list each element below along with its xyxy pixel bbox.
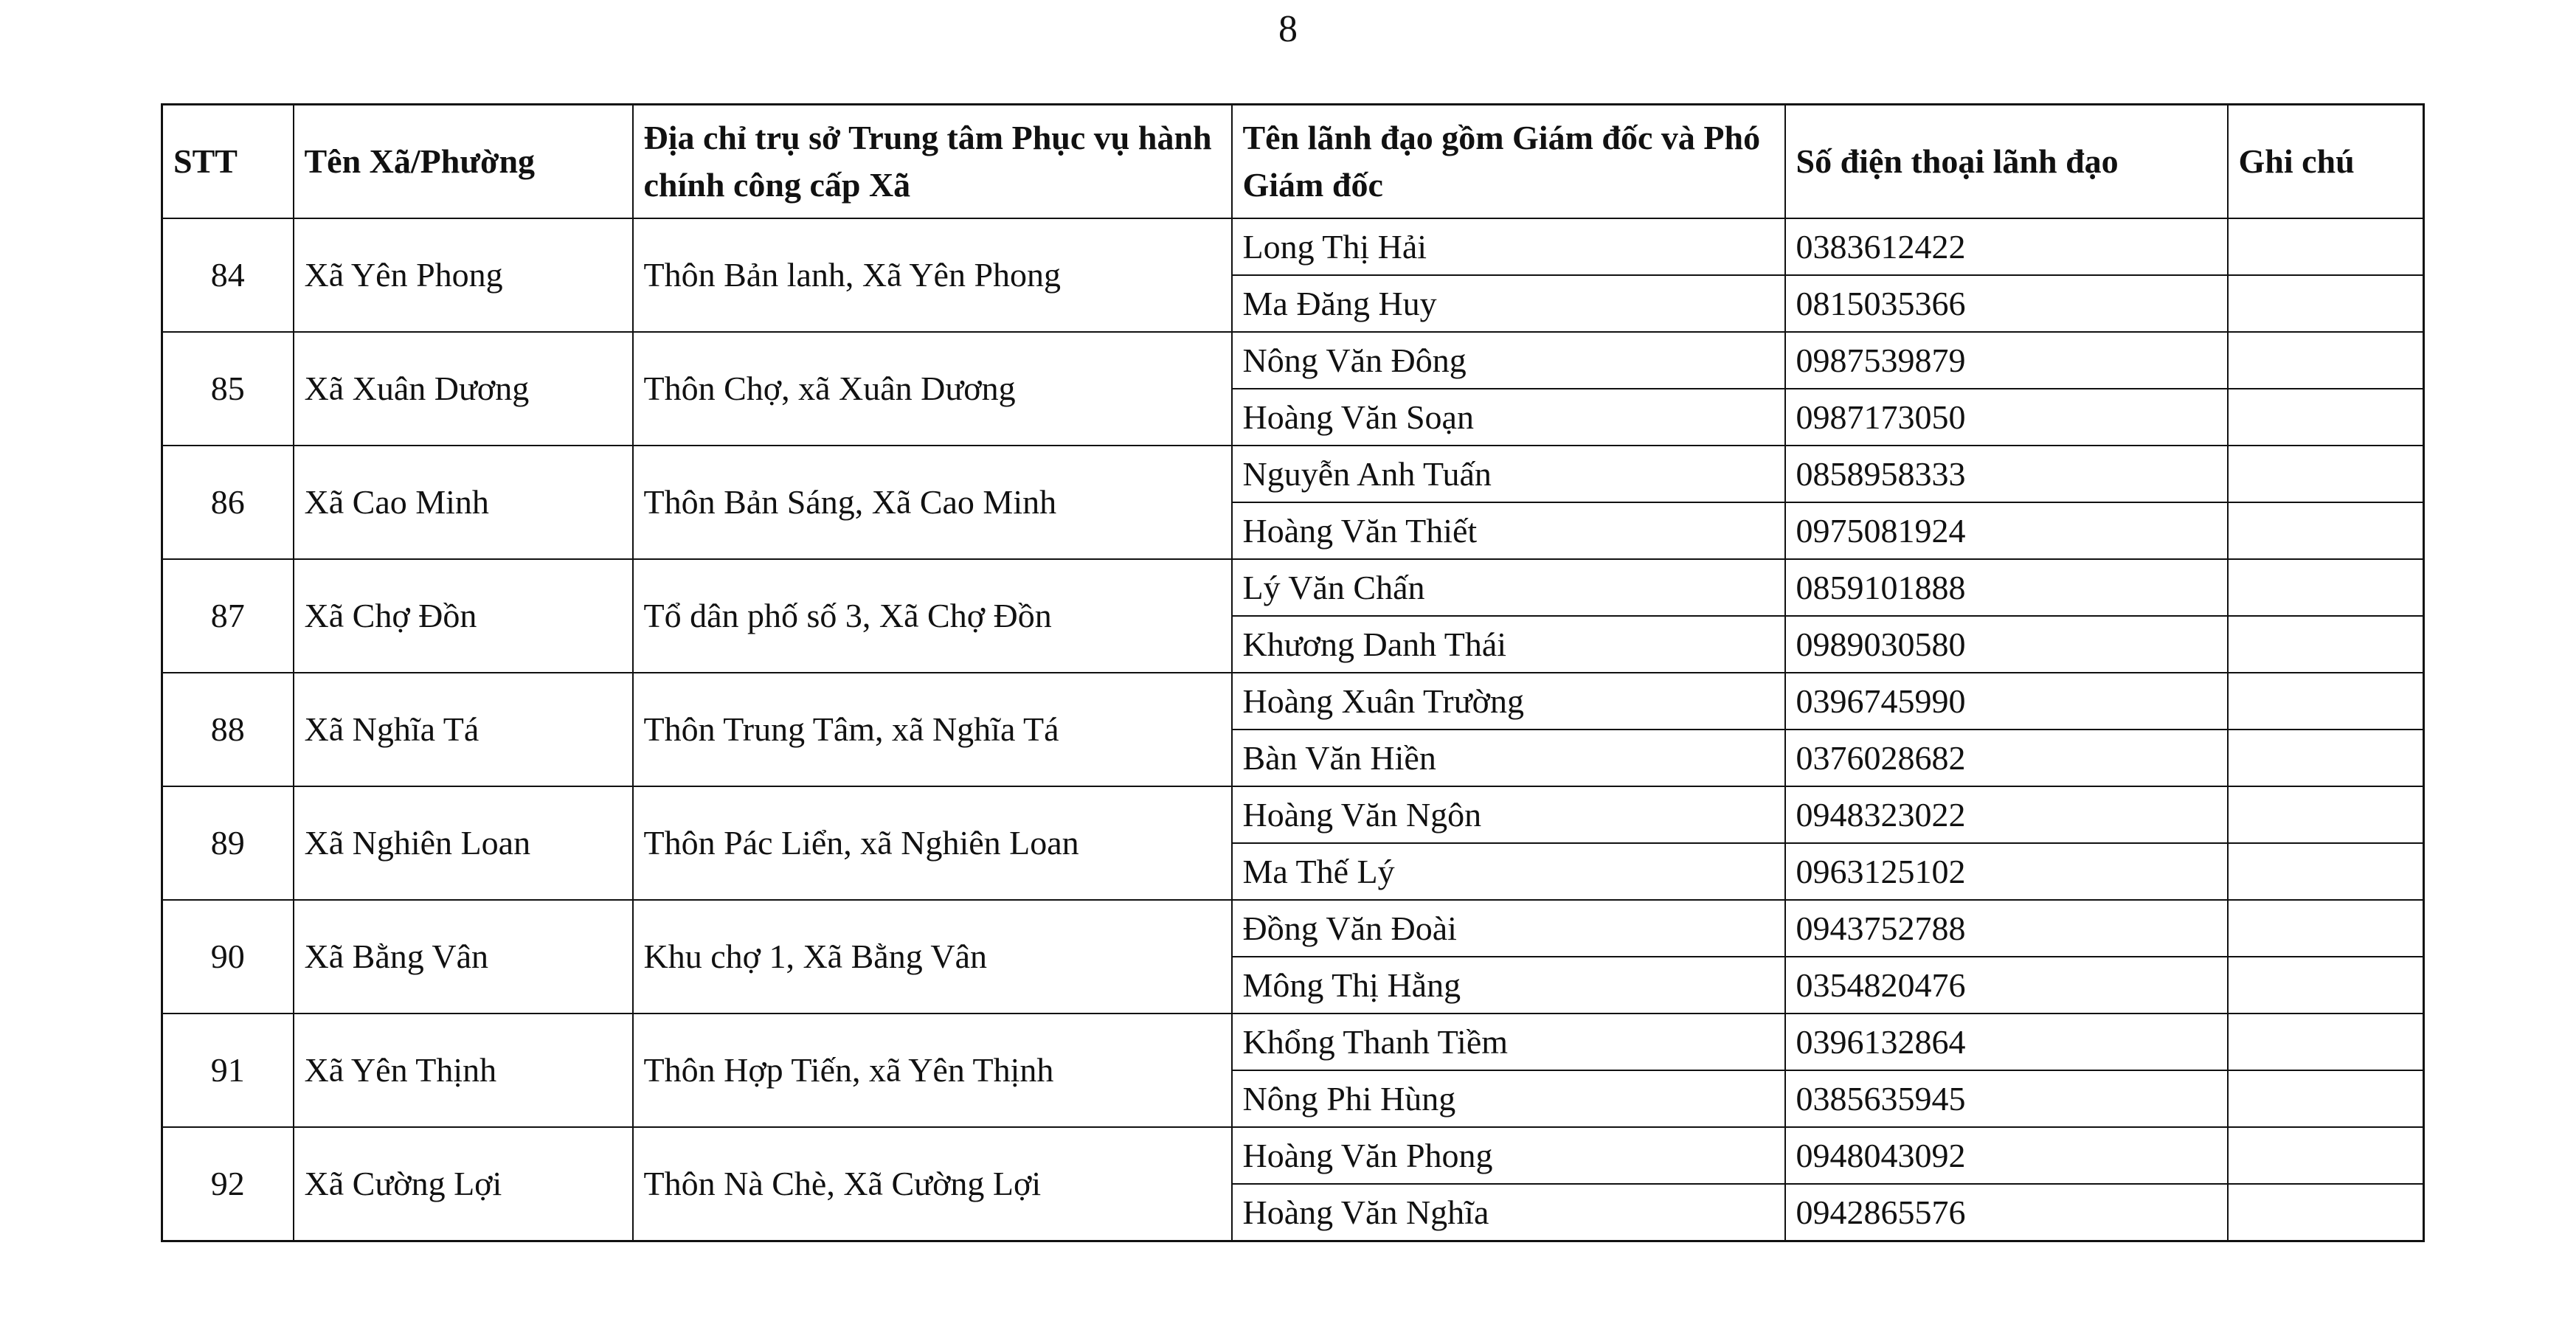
note-cell: [2228, 1127, 2424, 1184]
leader-name-cell: Ma Thế Lý: [1232, 843, 1785, 900]
commune-cell: Xã Yên Phong: [294, 218, 633, 332]
leaders-table: [161, 103, 2425, 1242]
leader-phone-cell: 0963125102: [1785, 843, 2228, 900]
leader-name-cell: Hoàng Văn Ngôn: [1232, 786, 1785, 843]
address-cell: Thôn Pác Liển, xã Nghiên Loan: [633, 786, 1232, 900]
stt-cell: 84: [162, 218, 294, 332]
note-cell: [2228, 389, 2424, 446]
header-address: Địa chỉ trụ sở Trung tâm Phục vụ hành chính công cấp Xã: [633, 105, 1232, 219]
table-row: [162, 1014, 2424, 1070]
leader-name-cell: Khương Danh Thái: [1232, 616, 1785, 673]
note-cell: [2228, 730, 2424, 786]
leader-name-cell: Bàn Văn Hiền: [1232, 730, 1785, 786]
leader-name-cell: Hoàng Văn Nghĩa: [1232, 1184, 1785, 1241]
note-cell: [2228, 843, 2424, 900]
leader-phone-cell: 0385635945: [1785, 1070, 2228, 1127]
stt-cell: 85: [162, 332, 294, 446]
leader-name-cell: Nông Văn Đông: [1232, 332, 1785, 389]
address-cell: Thôn Hợp Tiến, xã Yên Thịnh: [633, 1014, 1232, 1127]
leader-phone-cell: 0987539879: [1785, 332, 2228, 389]
leader-name-cell: Hoàng Văn Phong: [1232, 1127, 1785, 1184]
commune-cell: Xã Cường Lợi: [294, 1127, 633, 1241]
leader-name-cell: Nông Phi Hùng: [1232, 1070, 1785, 1127]
address-cell: Thôn Nà Chè, Xã Cường Lợi: [633, 1127, 1232, 1241]
header-note: Ghi chú: [2228, 105, 2424, 219]
leader-phone-cell: 0396132864: [1785, 1014, 2228, 1070]
leader-name-cell: Hoàng Xuân Trường: [1232, 673, 1785, 730]
header-leaders: Tên lãnh đạo gồm Giám đốc và Phó Giám đốc: [1232, 105, 1785, 219]
table-row: [162, 559, 2424, 616]
table-row: [162, 446, 2424, 502]
leader-name-cell: Nguyễn Anh Tuấn: [1232, 446, 1785, 502]
leader-phone-cell: 0815035366: [1785, 275, 2228, 332]
note-cell: [2228, 1070, 2424, 1127]
leader-phone-cell: 0354820476: [1785, 957, 2228, 1014]
stt-cell: 87: [162, 559, 294, 673]
note-cell: [2228, 446, 2424, 502]
leader-phone-cell: 0975081924: [1785, 502, 2228, 559]
table-row: [162, 786, 2424, 843]
leader-phone-cell: 0383612422: [1785, 218, 2228, 275]
leader-phone-cell: 0859101888: [1785, 559, 2228, 616]
leader-phone-cell: 0989030580: [1785, 616, 2228, 673]
leader-name-cell: Khổng Thanh Tiềm: [1232, 1014, 1785, 1070]
address-cell: Thôn Chợ, xã Xuân Dương: [633, 332, 1232, 446]
address-cell: Thôn Trung Tâm, xã Nghĩa Tá: [633, 673, 1232, 786]
address-cell: Tổ dân phố số 3, Xã Chợ Đồn: [633, 559, 1232, 673]
note-cell: [2228, 673, 2424, 730]
header-phone: Số điện thoại lãnh đạo: [1785, 105, 2228, 219]
commune-cell: Xã Nghiên Loan: [294, 786, 633, 900]
leader-name-cell: Hoàng Văn Thiết: [1232, 502, 1785, 559]
stt-cell: 91: [162, 1014, 294, 1127]
note-cell: [2228, 1014, 2424, 1070]
leader-name-cell: Đồng Văn Đoài: [1232, 900, 1785, 957]
note-cell: [2228, 218, 2424, 275]
header-commune: Tên Xã/Phường: [294, 105, 633, 219]
table-row: [162, 673, 2424, 730]
note-cell: [2228, 559, 2424, 616]
leader-name-cell: Lý Văn Chấn: [1232, 559, 1785, 616]
table-header-row: [162, 105, 2424, 219]
address-cell: Khu chợ 1, Xã Bằng Vân: [633, 900, 1232, 1014]
leader-phone-cell: 0376028682: [1785, 730, 2228, 786]
leader-phone-cell: 0948043092: [1785, 1127, 2228, 1184]
leader-phone-cell: 0987173050: [1785, 389, 2228, 446]
commune-cell: Xã Nghĩa Tá: [294, 673, 633, 786]
leader-name-cell: Hoàng Văn Soạn: [1232, 389, 1785, 446]
stt-cell: 92: [162, 1127, 294, 1241]
note-cell: [2228, 786, 2424, 843]
commune-cell: Xã Yên Thịnh: [294, 1014, 633, 1127]
stt-cell: 86: [162, 446, 294, 559]
commune-cell: Xã Bằng Vân: [294, 900, 633, 1014]
leader-phone-cell: 0396745990: [1785, 673, 2228, 730]
leader-phone-cell: 0948323022: [1785, 786, 2228, 843]
commune-cell: Xã Chợ Đồn: [294, 559, 633, 673]
leader-name-cell: Mông Thị Hằng: [1232, 957, 1785, 1014]
table-row: [162, 218, 2424, 275]
header-stt: STT: [162, 105, 294, 219]
leader-phone-cell: 0942865576: [1785, 1184, 2228, 1241]
note-cell: [2228, 502, 2424, 559]
stt-cell: 89: [162, 786, 294, 900]
table-row: [162, 332, 2424, 389]
leader-name-cell: Long Thị Hải: [1232, 218, 1785, 275]
address-cell: Thôn Bản lanh, Xã Yên Phong: [633, 218, 1232, 332]
table-row: [162, 1127, 2424, 1184]
note-cell: [2228, 957, 2424, 1014]
leader-name-cell: Ma Đăng Huy: [1232, 275, 1785, 332]
commune-cell: Xã Xuân Dương: [294, 332, 633, 446]
commune-cell: Xã Cao Minh: [294, 446, 633, 559]
note-cell: [2228, 332, 2424, 389]
page-number: 8: [1278, 8, 1298, 50]
note-cell: [2228, 616, 2424, 673]
stt-cell: 90: [162, 900, 294, 1014]
table-row: [162, 900, 2424, 957]
note-cell: [2228, 1184, 2424, 1241]
stt-cell: 88: [162, 673, 294, 786]
address-cell: Thôn Bản Sáng, Xã Cao Minh: [633, 446, 1232, 559]
leader-phone-cell: 0858958333: [1785, 446, 2228, 502]
note-cell: [2228, 275, 2424, 332]
table-body: [162, 218, 2424, 1241]
note-cell: [2228, 900, 2424, 957]
leader-phone-cell: 0943752788: [1785, 900, 2228, 957]
